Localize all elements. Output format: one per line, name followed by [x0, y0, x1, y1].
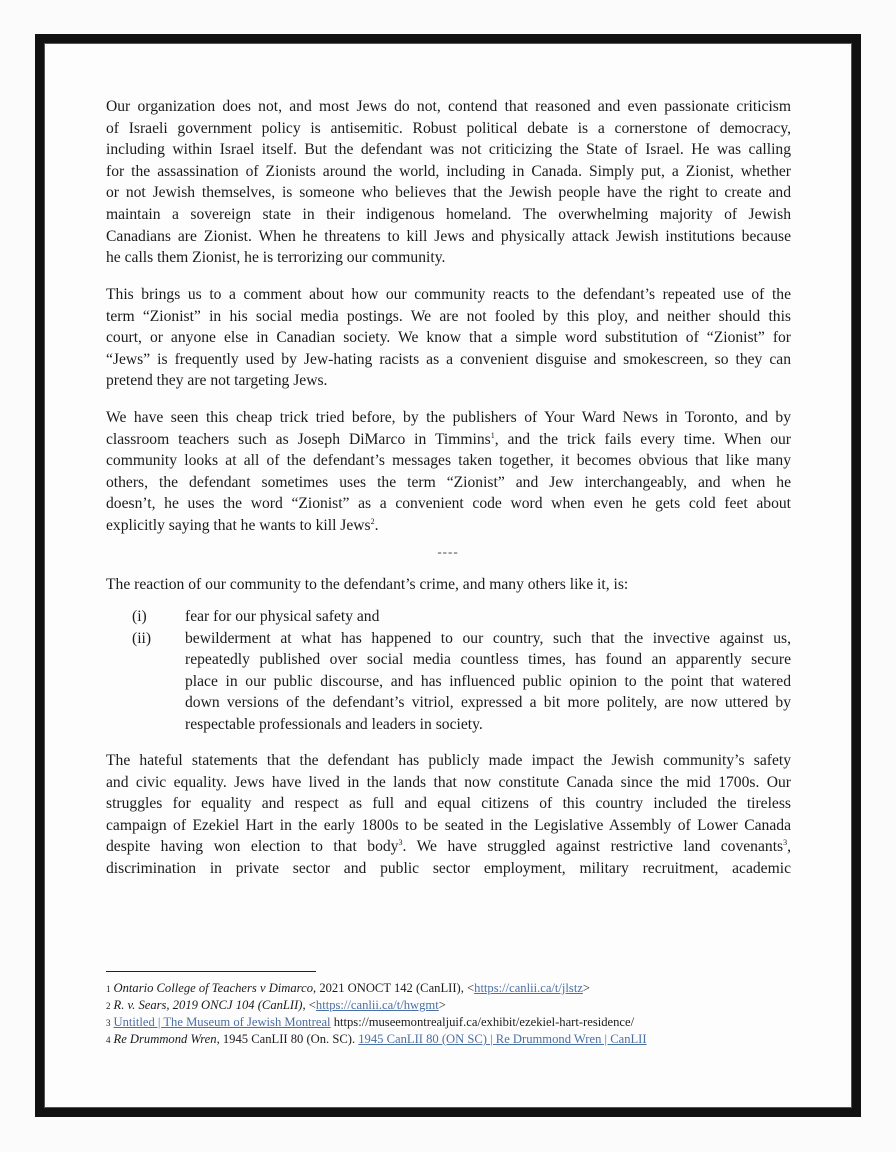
footnote-ref-3[interactable]: 3 [398, 838, 403, 848]
list-item-text: down versions of the defendant’s vitriol, expressed a bit more politely, are now uttered by [185, 694, 791, 712]
text-line: discrimination in private sector and public sector employment, military recruitment, academic [106, 860, 791, 877]
text-line: We have seen this cheap trick tried before, by the publishers of Your Ward News in Toronto, and by [106, 409, 791, 426]
footnote-link[interactable]: Untitled | The Museum of Jewish Montreal [113, 1015, 331, 1029]
text-line: for the assassination of Zionists around the world, including in Canada. Simply put, a Zionist, whether [106, 162, 791, 180]
footnote-number: 4 [106, 1035, 111, 1045]
reaction-intro: The reaction of our community to the defendant’s crime, and many others like it, is: [106, 576, 629, 593]
citation-text: , 1945 CanLII 80 (On. SC). [216, 1032, 359, 1046]
list-item-text: respectable professionals and leaders in society. [185, 716, 483, 733]
text-segment: . [374, 517, 379, 534]
text-line [106, 429, 791, 451]
case-name: Ontario College of Teachers v Dimarco [113, 981, 314, 995]
text-line: including within Israel itself. But the defendant was not criticizing the State of Israel. He was calling [106, 141, 791, 159]
footnote-2 [106, 997, 446, 1014]
text-segment: , [787, 838, 791, 856]
footnote-separator [106, 971, 316, 972]
footnote-ref-3b[interactable]: 3 [783, 838, 788, 848]
text-line: community looks at all of the defendant’s messages taken together, it becomes obvious that like many [106, 452, 791, 470]
case-name: Re Drummond Wren [113, 1032, 217, 1046]
text-line: court, or anyone else in Canadian society. We know that a simple word substitution of “Zionist” for [106, 329, 791, 347]
text-line: doesn’t, he uses the word “Zionist” as a convenient code word when even he gets cold feet about [106, 495, 791, 513]
text-line: campaign of Ezekiel Hart in the early 1800s to be seated in the Legislative Assembly of Lower Canada [106, 816, 791, 834]
footnote-link[interactable]: 1945 CanLII 80 (ON SC) | Re Drummond Wren | CanLII [358, 1032, 647, 1046]
citation-text: < [305, 998, 316, 1012]
footnote-number: 2 [106, 1001, 111, 1011]
text-line: of Israeli government policy is antisemitic. Robust political debate is a cornerstone of democracy, [106, 119, 791, 137]
text-line: Canadians are Zionist. When he threatens to kill Jews and physically attack Jewish institutions because [106, 227, 791, 245]
text-line: This brings us to a comment about how our community reacts to the defendant’s repeated use of the [106, 286, 791, 303]
case-name: R. v. Sears, 2019 ONCJ 104 (CanLII), [113, 998, 306, 1012]
footnote-3 [106, 1014, 634, 1031]
footnote-ref-2[interactable]: 2 [370, 516, 375, 526]
text-segment: . We have struggled against restrictive land covenants [402, 838, 784, 856]
text-line: maintain a sovereign state in their indigenous homeland. The overwhelming majority of Jewish [106, 206, 791, 223]
citation-text: , 2021 ONOCT 142 (CanLII), < [313, 981, 475, 995]
list-item-text: bewilderment at what has happened to our country, such that the invective against us, [185, 629, 791, 647]
footnote-number: 1 [106, 984, 111, 994]
citation-text: > [582, 981, 591, 995]
text-segment: , and the trick fails every time. When our [494, 430, 791, 448]
text-line: term “Zionist” in his social media postings. We are not fooled by this ploy, and neither should this [106, 307, 791, 325]
footnote-link[interactable]: https://canlii.ca/t/jlstz [474, 981, 583, 995]
text-line [106, 836, 791, 858]
text-segment: classroom teachers such as Joseph DiMarco in Timmins [106, 430, 491, 448]
footnote-number: 3 [106, 1018, 111, 1028]
section-divider: ---- [437, 544, 459, 559]
list-marker: (i) [132, 608, 147, 625]
text-line [106, 515, 791, 537]
text-line: he calls them Zionist, he is terrorizing our community. [106, 249, 446, 267]
text-line: struggles for equality and respect as full and equal citizens of this country included the tireless [106, 795, 791, 813]
text-line: pretend they are not targeting Jews. [106, 372, 328, 390]
footnote-4 [106, 1031, 647, 1048]
footnote-link[interactable]: https://canlii.ca/t/hwgmt [315, 998, 439, 1012]
citation-text: > [438, 998, 446, 1012]
text-line: Our organization does not, and most Jews do not, contend that reasoned and even passionate criticism [106, 98, 791, 115]
text-segment: despite having won election to that body [106, 838, 399, 856]
citation-text: https://museemontrealjuif.ca/exhibit/ezekiel-hart-residence/ [330, 1015, 635, 1029]
text-line: or not Jewish themselves, is someone who believes that the Jewish people have the right to create and [106, 184, 791, 202]
text-line: others, the defendant sometimes uses the term “Zionist” and Jew interchangeably, and when he [106, 473, 791, 491]
text-line: “Jews” is frequently used by Jew-hating racists as a convenient disguise and smokescreen, so they can [106, 350, 791, 368]
text-segment: explicitly saying that he wants to kill Jews [106, 517, 371, 534]
footnote-1 [106, 980, 590, 997]
list-item-text: fear for our physical safety and [185, 608, 380, 625]
list-marker: (ii) [132, 629, 152, 647]
list-item-text: place in our public discourse, and has influenced public opinion to the point that watered [185, 672, 791, 690]
text-line: and civic equality. Jews have lived in the lands that now constitute Canada since the mid 1700s. Our [106, 773, 791, 791]
footnote-ref-1[interactable]: 1 [490, 430, 495, 440]
text-line: The hateful statements that the defendant has publicly made impact the Jewish community’s safety [106, 752, 791, 769]
list-item-text: repeatedly published over social media countless times, has found an apparently secure [185, 651, 791, 669]
